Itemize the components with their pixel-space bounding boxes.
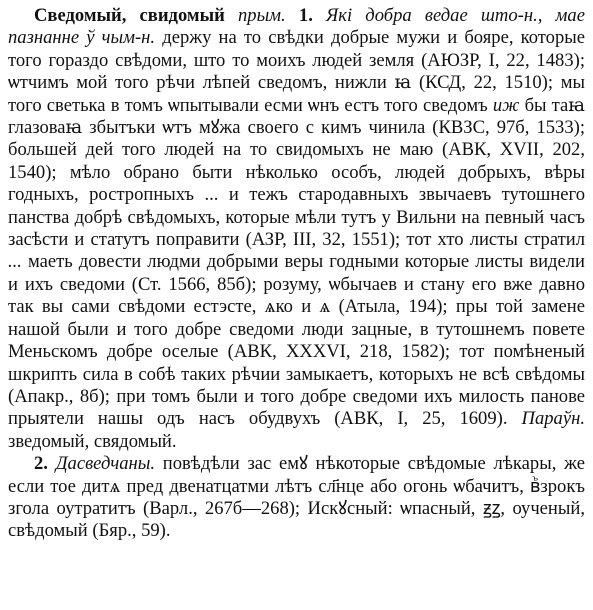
quote: бы таꙗ глазоваꙗ збытъки ѡтъ мꙋжа своего с кимъ чинила — [8, 94, 585, 139]
source-ref: (АВК, XVII, 202, 1540); — [8, 139, 586, 183]
quote-emphasis: иж — [492, 94, 520, 116]
quote: держу на то свѣдки добрые мужи и бояре, которые того гораздо свѣдоми, што то моихъ людей земля — [8, 27, 586, 71]
quote: мѣло обрано быти нѣколько особъ, людей добрыхъ, вѣры годныхъ, ростропныхъ ... и тежъ стародавныхъ звычаевъ тутошнего панства добрѣ свѣдомыхъ, которые мѣли тутъ у Вильни на певный часъ засѣсти и статутъ поправити — [8, 161, 585, 251]
variants: зведомый, свядомый. — [8, 430, 177, 452]
source-ref: (КВЗС, 97б, 1533); — [432, 117, 586, 139]
source-ref: (Варл., 267б—268); — [143, 497, 301, 519]
source-ref: (АЗР, III, 32, 1551); — [245, 229, 401, 251]
quote: ѡтчимъ мой того рѣчи лѣпей сведомъ, нижли ꙗ — [8, 72, 412, 94]
definition: Дасведчаны. — [55, 453, 155, 475]
variants-label: Параўн. — [521, 408, 585, 430]
source-ref: (АЮЗР, І, 22, 1483); — [421, 49, 585, 71]
source-ref: (Атыла, 194); — [338, 296, 448, 318]
sense-number: 1. — [298, 5, 313, 26]
quote: тот хто листы стратил — [406, 229, 585, 251]
quote: розуму, ѡбычаев и стану его вже давно так вы сами свѣдоми естэсте, ѧко и ѧ — [8, 273, 586, 318]
source-ref: (КСД, 22, 1510); — [418, 72, 554, 94]
source-ref: (Бяр., 59). — [92, 520, 171, 542]
source-ref: (АВК, І, 25, 1609). — [334, 408, 508, 430]
quote: повѣдѣли зас емꙋ нѣкоторые свѣдомые лѣкары, же если тое дитѧ пред двенатцатми лѣтъ сл҃нце або огонь ѡбачитъ, вꙸзрокъ згола оутратитъ — [8, 453, 585, 519]
sense-number: 2. — [34, 453, 48, 475]
source-ref: (АВК, XXXVI, 218, 1582); — [227, 341, 451, 363]
source-ref: (Ст. 1566, 85б); — [131, 273, 257, 295]
quote: маеть довести людми добрыми веры годными которые листы видели и ихъ сведоми — [8, 251, 585, 295]
source-ref: (Апакр., 8б); — [8, 385, 110, 407]
headword: Сведомый, свидомый — [34, 5, 225, 26]
quote: Искꙋсный: ѡпасный, ꙃꙁ, оученый, свѣдомый — [8, 497, 585, 542]
entry-sense-2 — [8, 453, 585, 543]
ellipsis: ... — [8, 251, 22, 273]
quote: мы того светька в томъ ѡпытывали есми ѡнъ естъ того сведомъ — [8, 72, 585, 116]
quote: пры той замене нашой были и того добре сведоми люди зацные, в тутошнемъ повете Меньскомъ добре оселые — [8, 296, 586, 363]
quote: большей дей того людей на то свидомыхъ не маю — [8, 139, 434, 161]
quote: тот помѣненый шкрипть сила в собѣ таких рѣчии замыкаетъ, которыхъ не всѣ свѣдомы — [8, 341, 585, 385]
part-of-speech: прым. — [238, 5, 286, 26]
definition: Які добра ведае што-н., мае пазнанне ў чым-н. — [8, 5, 585, 49]
entry-sense-1 — [8, 5, 585, 453]
quote: при томъ были и того добре сведоми ихъ милость панове прыятели нашы одъ насъ обудвухъ — [8, 385, 586, 430]
